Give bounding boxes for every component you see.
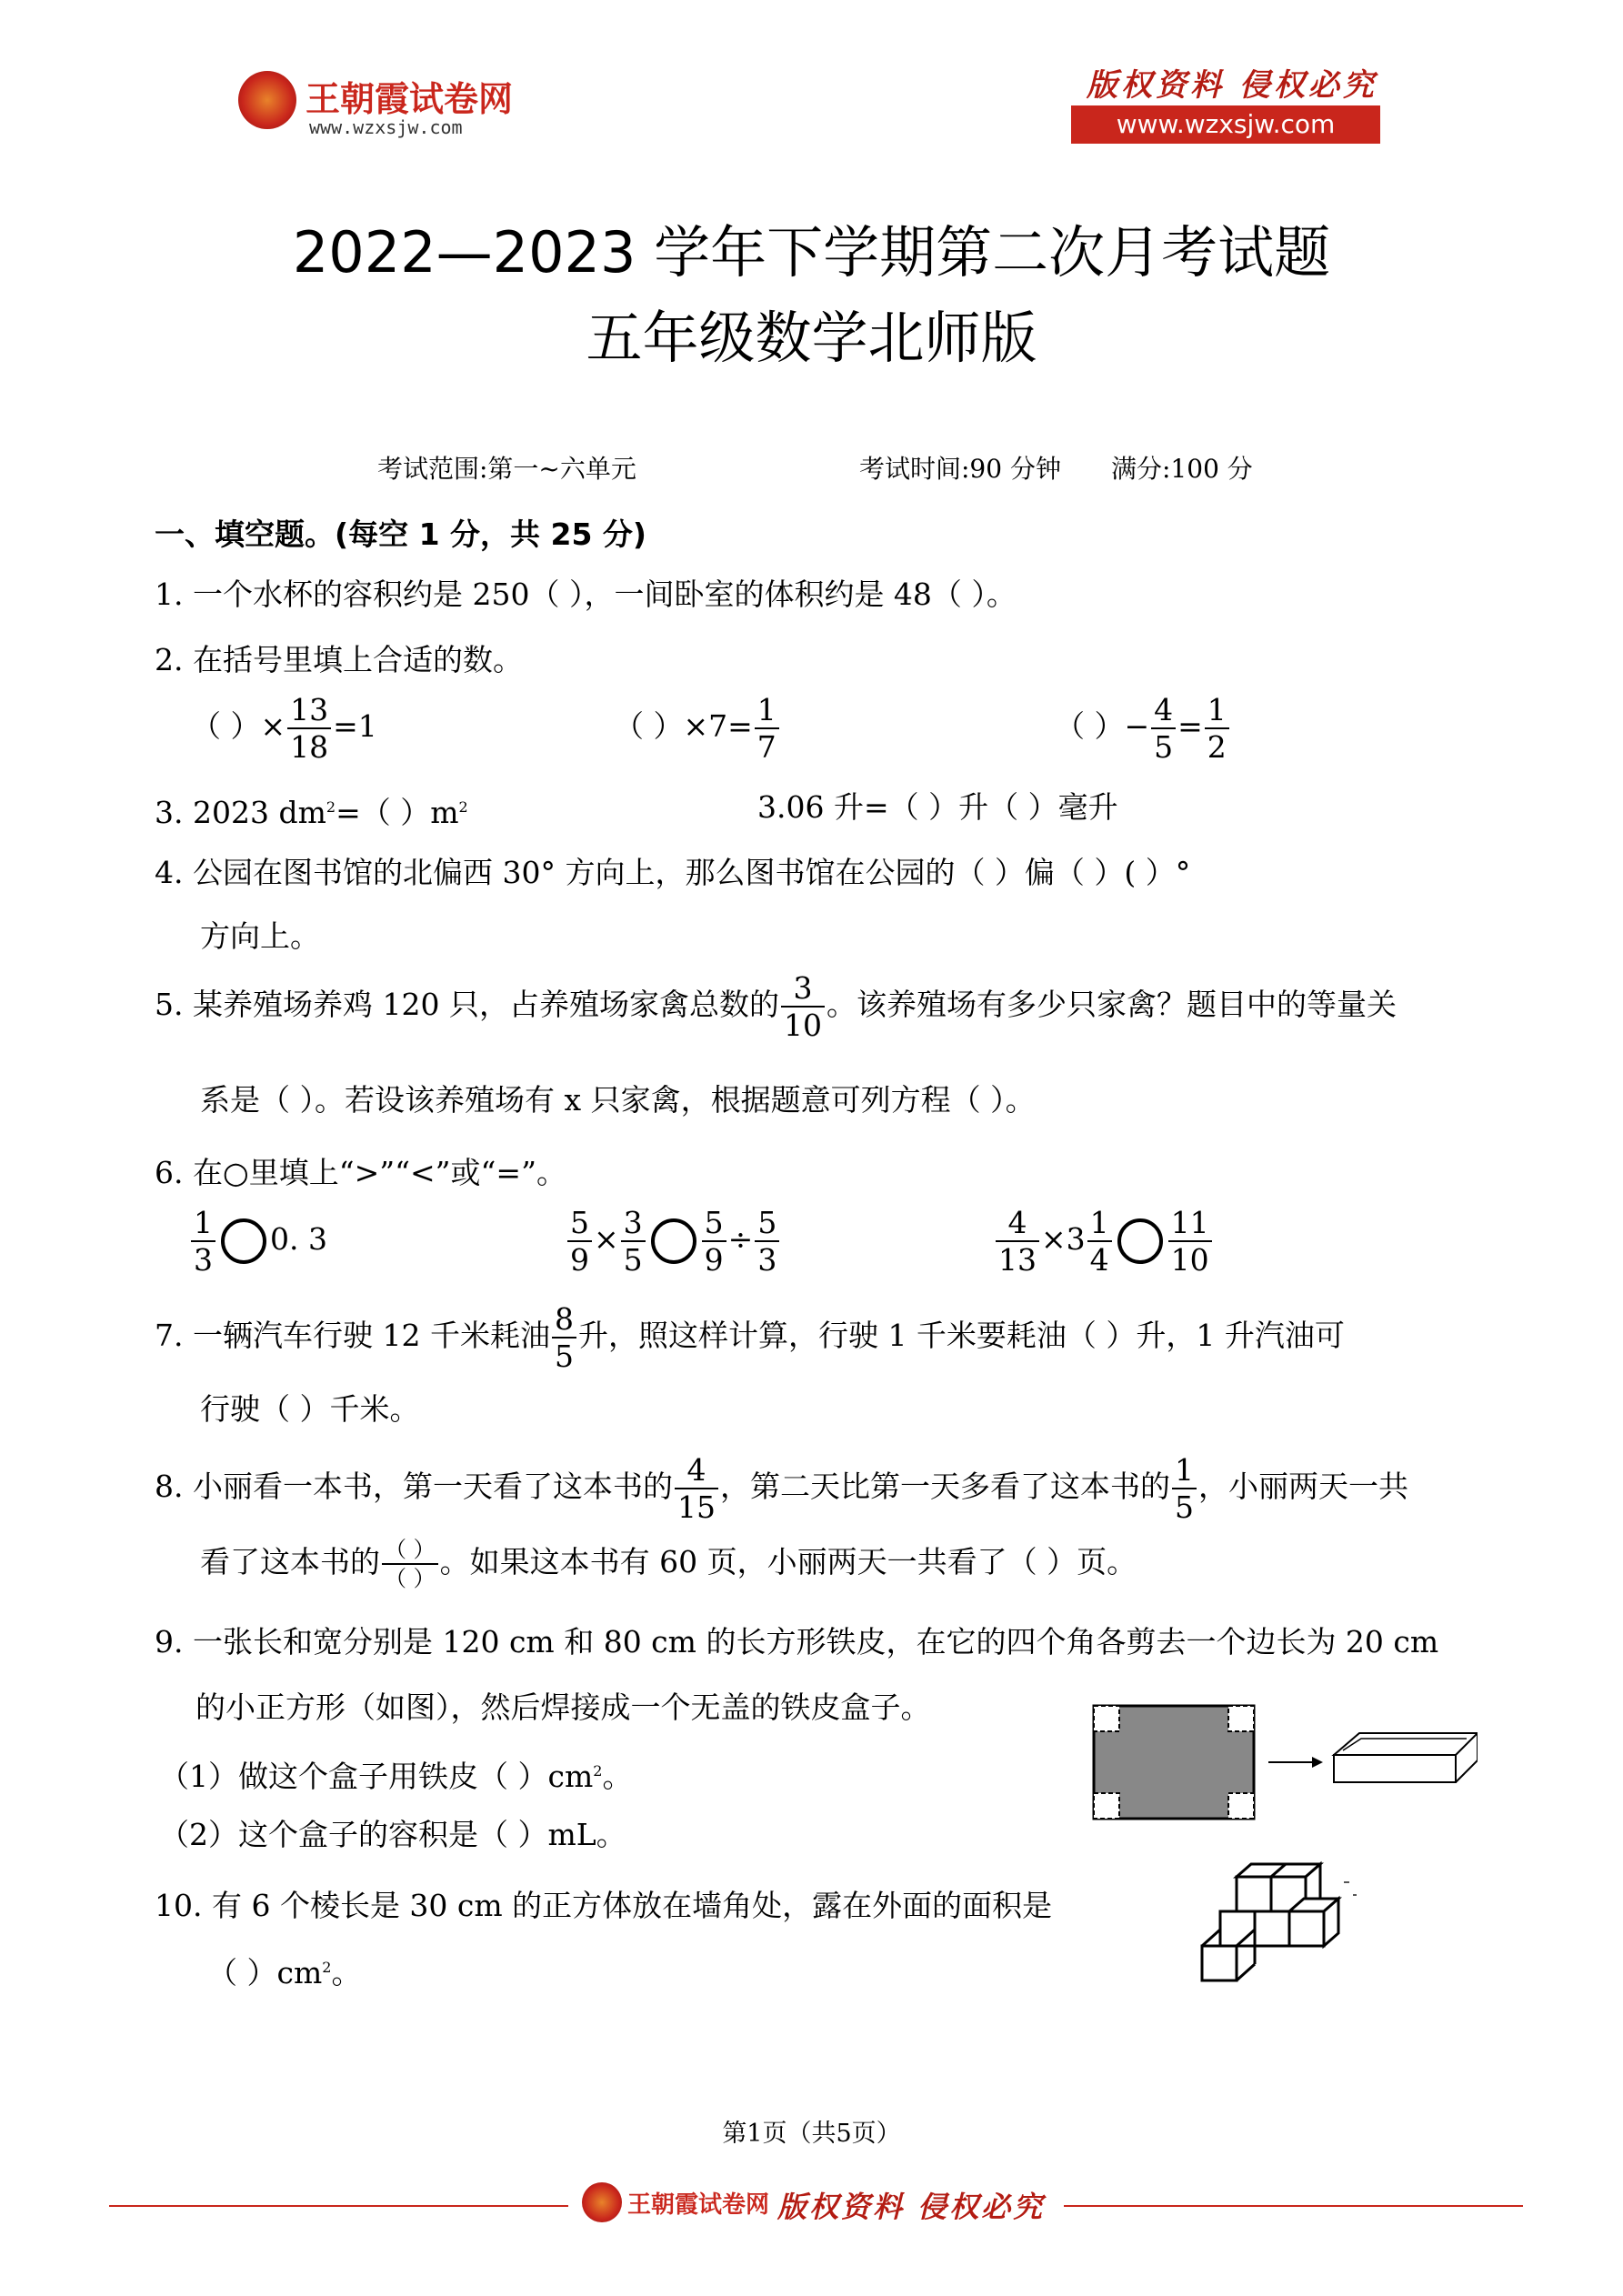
question-5-line1: 5. 某养殖场养鸡 120 只，占养殖场家禽总数的 $\frac{3}{10}$ 。该养殖场有多少只家禽？题目中的等量关 [155, 970, 1397, 1043]
header-site-url: www.wzxsjw.com [1071, 105, 1380, 144]
fraction: $\frac{1}{2}$ [1205, 695, 1229, 762]
question-9-line2: 的小正方形（如图），然后焊接成一个无盖的铁皮盒子。 [195, 1689, 931, 1725]
fraction: $\frac{1}{4}$ [1087, 1208, 1112, 1275]
compare-circle[interactable] [221, 1218, 266, 1264]
q2c-eq: = [1177, 708, 1203, 744]
fraction: $\frac{5}{9}$ [567, 1208, 592, 1275]
sheet-to-box-figure [1087, 1700, 1478, 1828]
question-6: 6. 在○里填上“>”“<”或“=”。 [155, 1155, 566, 1190]
question-7-line1: 7. 一辆汽车行驶 12 千米耗油 $\frac{8}{5}$ 升，照这样计算，行驶 1 千米要耗油（ ）升，1 升汽油可 [155, 1301, 1345, 1374]
fraction: $\frac{3}{10}$ [781, 973, 825, 1040]
question-9-sub2: （2）这个盒子的容积是（ ）mL。 [159, 1817, 626, 1852]
question-2a [191, 692, 377, 765]
question-10-line1: 10. 有 6 个棱长是 30 cm 的正方体放在墙角处，露在外面的面积是 [155, 1888, 1053, 1923]
question-4-line2: 方向上。 [200, 918, 320, 954]
question-1: 1. 一个水杯的容积约是 250（ ），一间卧室的体积约是 48（ ）。 [155, 577, 1017, 612]
q2a-pre: （ ）× [191, 708, 286, 744]
seal-icon [238, 71, 296, 129]
fraction: $\frac{8}{5}$ [552, 1304, 576, 1371]
fraction: $\frac{13}{18}$ [287, 695, 331, 762]
fraction: $\frac{4}{5}$ [1151, 695, 1176, 762]
fraction: $\frac{11}{10}$ [1168, 1208, 1212, 1275]
question-6b: $\frac{5}{9}$ × $\frac{3}{5}$ $\frac{5}{9}$ ÷ $\frac{5}{3}$ [566, 1208, 781, 1275]
fraction: $\frac{3}{5}$ [621, 1208, 646, 1275]
fraction: $\frac{1}{3}$ [191, 1208, 215, 1275]
question-7-line2: 行驶（ ）千米。 [200, 1391, 420, 1427]
q2b-pre: （ ）×7= [614, 708, 753, 744]
question-9-sub1: （1）做这个盒子用铁皮（ ）$cm^2$。 [159, 1759, 633, 1794]
fraction: $\frac{4}{13}$ [996, 1208, 1039, 1275]
footer-page-number: 第1页（共5页） [722, 2120, 901, 2148]
q2c-pre: （ ）− [1055, 708, 1150, 744]
footer-line-right [1064, 2205, 1523, 2207]
question-2b [614, 692, 781, 765]
footer-seal-icon [582, 2182, 622, 2222]
page-subtitle: 五年级数学北师版 [586, 305, 1037, 371]
question-8-line1: 8. 小丽看一本书，第一天看了这本书的 $\frac{4}{15}$ ，第二天比第一天多看了这本书的 $\frac{1}{5}$ ，小丽两天一共 [155, 1452, 1408, 1525]
fraction: $\frac{1}{7}$ [755, 695, 779, 762]
footer-copyright: 版权资料 侵权必究 [777, 2190, 1046, 2224]
exam-scope: 考试范围:第一~六单元 [377, 454, 636, 484]
compare-circle[interactable] [651, 1218, 696, 1264]
question-10-line2: （ ）$cm^2$。 [207, 1955, 362, 1990]
question-6c: $\frac{4}{13}$ ×3 $\frac{1}{4}$ $\frac{11}{10}$ [994, 1208, 1214, 1275]
logo-name: 王朝霞试卷网 [306, 79, 514, 119]
question-3b: 3.06 升=（ ）升（ ）毫升 [757, 789, 1118, 825]
question-3a: 3. 2023 $dm^2=$（ ）$m^2$ [155, 795, 468, 830]
question-6a: $\frac{1}{3}$ 0. 3 [189, 1208, 327, 1275]
section-heading: 一、填空题。(每空 1 分，共 25 分) [155, 516, 647, 552]
logo-url: www.wzxsjw.com [309, 116, 463, 138]
footer-line-left [109, 2205, 568, 2207]
exam-time: 考试时间:90 分钟 [859, 454, 1061, 484]
question-8-line2: 看了这本书的 $\frac{( )}{( )}$ 。如果这本书有 60 页，小丽两天一共看了（ ）页。 [200, 1537, 1137, 1591]
cubes-corner-figure [1198, 1855, 1362, 1984]
fraction: $\frac{4}{15}$ [675, 1455, 718, 1522]
exam-score: 满分:100 分 [1111, 454, 1253, 484]
question-9-line1: 9. 一张长和宽分别是 120 cm 和 80 cm 的长方形铁皮，在它的四个角各剪去一个边长为 20 cm [155, 1624, 1439, 1659]
question-2c [1055, 692, 1231, 765]
header-copyright: 版权资料 侵权必究 [1087, 67, 1378, 104]
fraction-blank[interactable]: $\frac{( )}{( )}$ [382, 1539, 438, 1589]
q2a-post: =1 [333, 708, 377, 744]
compare-circle[interactable] [1117, 1218, 1163, 1264]
fraction: $\frac{5}{9}$ [702, 1208, 726, 1275]
fraction: $\frac{1}{5}$ [1172, 1455, 1197, 1522]
fraction: $\frac{5}{3}$ [755, 1208, 779, 1275]
question-5-line2: 系是（ ）。若设该养殖场有 x 只家禽，根据题意可列方程（ ）。 [200, 1082, 1036, 1118]
page-title: 2022—2023 学年下学期第二次月考试题 [292, 219, 1331, 286]
question-2: 2. 在括号里填上合适的数。 [155, 642, 523, 677]
header-logo [238, 65, 529, 147]
footer-logo-name: 王朝霞试卷网 [627, 2191, 770, 2219]
question-4-line1: 4. 公园在图书馆的北偏西 30° 方向上，那么图书馆在公园的（ ）偏（ ）( ）° [155, 855, 1191, 890]
